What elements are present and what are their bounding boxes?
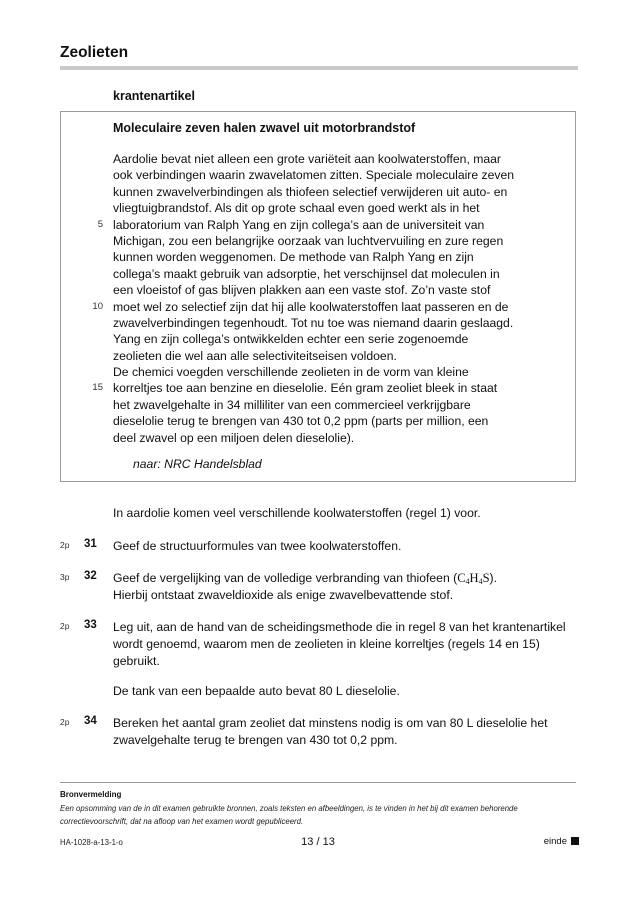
article-line-text: ook verbindingen waarin zwavelatomen zitten. Speciale moleculaire zeven — [113, 168, 515, 183]
line-number: 5 — [97, 218, 103, 230]
article-line — [113, 249, 563, 265]
article-line — [113, 348, 563, 364]
question-text-line2: Hierbij ontstaat zwaveldioxide als enige zwavelbevattende stof. — [113, 588, 454, 602]
article-line-text: dieselolie terug te brengen van 430 tot 0,2 ppm (parts per million, een — [113, 414, 489, 429]
article-line-text: Michigan, zou een belangrijke oorzaak van luchtvervuiling en zure regen — [113, 233, 504, 248]
article-line — [113, 413, 563, 429]
end-label: einde — [543, 836, 567, 847]
article-line — [113, 233, 563, 249]
article-line — [113, 282, 563, 298]
question-points: 2p — [60, 717, 70, 727]
question-number: 34 — [84, 715, 97, 727]
article-line — [97, 217, 563, 233]
article-line — [113, 364, 563, 380]
line-number: 10 — [92, 300, 103, 312]
article-line — [113, 430, 563, 446]
title-underline — [60, 66, 578, 70]
line-number: 15 — [92, 382, 103, 394]
end-square-icon — [571, 837, 579, 845]
article-line-text: kunnen zwavelverbindingen als thiofeen selectief verwijderen uit auto- en — [113, 184, 508, 199]
thiophene-formula: $C_4H_4S$ — [457, 571, 490, 586]
question-points: 3p — [60, 572, 70, 582]
article-line — [113, 151, 563, 167]
sources-title: Bronvermelding — [60, 790, 122, 799]
sources-text: Een opsomming van de in dit examen gebruikte bronnen, zoals teksten en afbeeldingen, is te vinden in het bij dit examen behorende correctievoorschrift, dat na afloop van het examen wordt gepubliceerd. — [60, 804, 518, 826]
article-line-text: kunnen worden weggenomen. De methode van Ralph Yang en zijn — [113, 250, 474, 265]
article-line-text: De chemici voegden verschillende zeolieten in de vorm van kleine — [113, 365, 469, 380]
footer-divider — [60, 782, 576, 783]
article-line-text: korreltjes toe aan benzine en dieselolie. Eén gram zeoliet bleek in staat — [113, 381, 498, 396]
article-line-text: zwavelverbindingen tegenhoudt. Tot nu toe was niemand daarin geslaagd. — [113, 315, 514, 330]
question-text-after: ). — [489, 571, 497, 585]
page-title: Zeolieten — [60, 44, 129, 61]
article-line-text: Yang en zijn collega’s ontwikkelden echter een serie zogenoemde — [113, 332, 469, 347]
article-title: Moleculaire zeven halen zwavel uit motorbrandstof — [113, 121, 416, 135]
article-line — [113, 266, 563, 282]
end-marker — [544, 836, 579, 847]
article-line — [113, 397, 563, 413]
exam-code: HA-1028-a-13-1-o — [60, 838, 123, 847]
question-text: Bereken het aantal gram zeoliet dat minstens nodig is om van 80 L dieselolie het zwavelgehalte terug te brengen van 430 tot 0,2 ppm. — [113, 716, 548, 747]
question-number: 33 — [84, 619, 97, 631]
article-line-text: deel zwavel op een miljoen delen dieselolie). — [113, 430, 355, 445]
question-number: 32 — [84, 570, 97, 582]
intro-hydrocarbons: In aardolie komen veel verschillende koolwaterstoffen (regel 1) voor. — [113, 506, 481, 520]
question-points: 2p — [60, 540, 70, 550]
question-points: 2p — [60, 621, 70, 631]
article-line-text: een vloeistof of gas blijven plakken aan een vaste stof. Zo’n vaste stof — [113, 283, 491, 298]
article-line-text: collega’s maakt gebruik van adsorptie, het verschijnsel dat moleculen in — [113, 266, 500, 281]
question-number: 31 — [84, 538, 97, 550]
question-text-before: Geef de vergelijking van de volledige verbranding van thiofeen ( — [113, 571, 458, 585]
article-line-text: moet wel zo selectief zijn dat hij alle koolwaterstoffen laat passeren en de — [113, 299, 509, 314]
intro-tank: De tank van een bepaalde auto bevat 80 L dieselolie. — [113, 684, 400, 698]
article-body — [92, 151, 563, 446]
question-text: Geef de structuurformules van twee koolwaterstoffen. — [113, 539, 402, 553]
article-line-text: zeolieten die wel aan alle selectiviteitseisen voldoen. — [113, 348, 397, 363]
question-text: Leg uit, aan de hand van de scheidingsmethode die in regel 8 van het krantenartikel wordt genoemd, waarom men de zeolieten in kleine korreltjes (regels 14 en 15) gebruikt. — [113, 620, 566, 668]
article-line — [113, 200, 563, 216]
article-line — [113, 184, 563, 200]
page-number: 13 / 13 — [301, 836, 335, 848]
article-line — [113, 167, 563, 183]
article-source: naar: NRC Handelsblad — [133, 457, 262, 471]
article-line — [113, 331, 563, 347]
article-line — [92, 299, 563, 315]
article-line — [113, 315, 563, 331]
article-line-text: Aardolie bevat niet alleen een grote variëteit aan koolwaterstoffen, maar — [113, 152, 501, 166]
article-line-text: vliegtuigbrandstof. Als dit op grote schaal even goed werkt als in het — [113, 201, 480, 216]
article-line-text: het zwavelgehalte in 34 milliliter van een commercieel verkrijgbare — [113, 397, 471, 412]
article-label: krantenartikel — [113, 89, 195, 103]
article-line — [92, 380, 563, 396]
question-text — [113, 570, 573, 604]
article-line-text: laboratorium van Ralph Yang en zijn collega’s aan de universiteit van — [113, 217, 485, 232]
